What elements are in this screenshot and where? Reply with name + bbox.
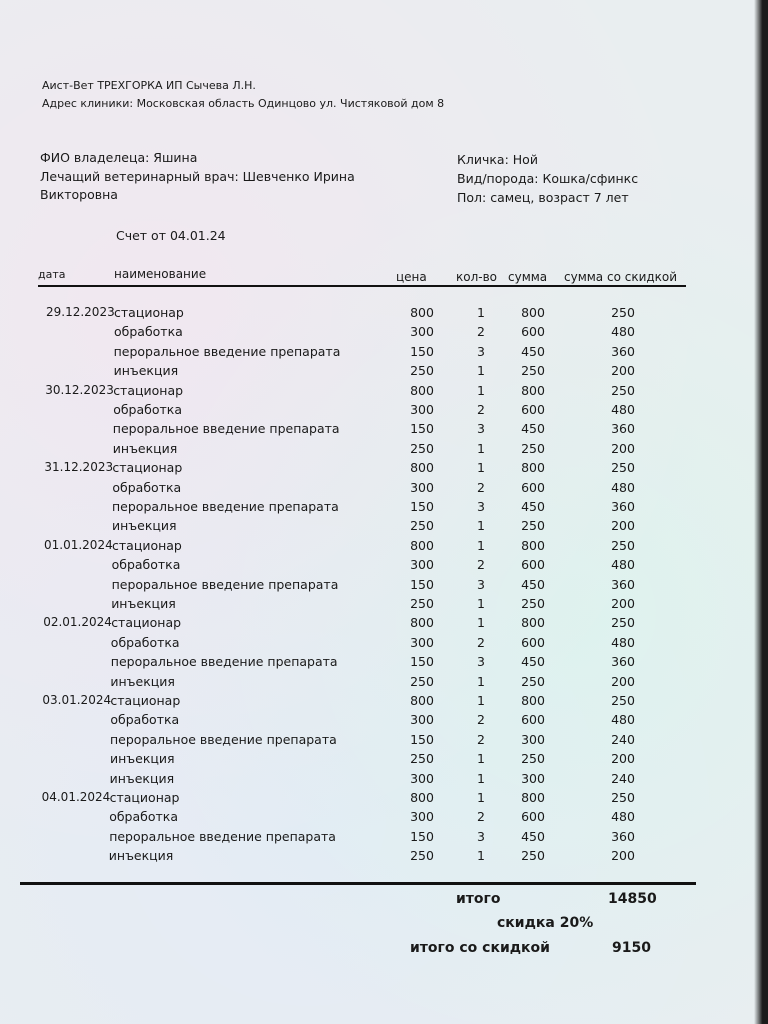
doctor-name-line1: Лечащий ветеринарный врач: Шевченко Ирина	[40, 169, 355, 184]
row-sum: 250	[521, 673, 545, 689]
table-row	[0, 829, 768, 848]
row-price: 800	[410, 790, 434, 805]
row-qty: 1	[477, 848, 485, 864]
row-name: стационар	[113, 382, 184, 398]
row-price: 250	[410, 673, 434, 689]
col-name: наименование	[114, 267, 207, 281]
table-row	[0, 324, 768, 343]
row-sum: 600	[521, 557, 545, 573]
row-discounted: 360	[611, 343, 635, 359]
row-qty: 3	[477, 654, 485, 670]
row-price: 150	[410, 654, 434, 670]
table-row	[0, 674, 768, 693]
col-qty: кол-во	[456, 270, 498, 284]
doctor-name-line2: Викторовна	[40, 187, 118, 202]
row-discounted: 250	[611, 382, 635, 398]
table-row	[0, 790, 768, 809]
row-name: стационар	[114, 305, 184, 320]
pet-sex-age: Пол: самец, возраст 7 лет	[457, 190, 629, 205]
row-sum: 800	[521, 460, 545, 476]
table-row	[0, 577, 768, 596]
row-discounted: 240	[611, 770, 635, 786]
row-name: пероральное введение препарата	[112, 499, 339, 514]
row-qty: 2	[477, 402, 485, 417]
row-name: стационар	[111, 615, 182, 631]
row-sum: 450	[521, 421, 545, 437]
row-name: пероральное введение препарата	[110, 654, 338, 670]
row-discounted: 250	[611, 790, 635, 805]
row-name: обработка	[111, 557, 181, 573]
row-price: 300	[410, 402, 434, 417]
row-price: 150	[410, 828, 434, 844]
row-sum: 600	[521, 712, 545, 728]
discount-label: скидка 20%	[497, 915, 594, 931]
row-name: инъекция	[108, 848, 174, 864]
row-name: обработка	[114, 324, 183, 340]
row-sum: 800	[521, 305, 545, 320]
table-row	[0, 771, 768, 790]
owner-name: ФИО владелеца: Яшина	[40, 150, 198, 165]
table-row	[0, 383, 768, 402]
table-row	[0, 693, 768, 712]
row-name: инъекция	[111, 596, 176, 611]
row-price: 250	[410, 751, 434, 767]
row-date: 31.12.2023	[44, 460, 114, 475]
row-qty: 2	[477, 712, 485, 728]
row-sum: 800	[521, 615, 545, 631]
row-price: 150	[410, 576, 434, 592]
row-sum: 250	[521, 440, 545, 456]
row-date: 29.12.2023	[46, 305, 115, 319]
row-discounted: 250	[611, 615, 635, 631]
row-sum: 450	[521, 576, 545, 592]
row-qty: 3	[477, 343, 485, 359]
row-name: пероральное введение препарата	[113, 343, 341, 359]
clinic-name: Аист-Вет ТРЕХГОРКА ИП Сычева Л.Н.	[42, 79, 256, 92]
row-discounted: 480	[611, 557, 635, 573]
row-name: инъекция	[112, 440, 178, 456]
table-row	[0, 421, 768, 440]
row-price: 800	[410, 693, 434, 708]
row-discounted: 480	[611, 712, 635, 728]
row-sum: 250	[521, 518, 545, 534]
row-qty: 3	[477, 828, 485, 844]
row-price: 300	[410, 324, 434, 340]
row-name: инъекция	[110, 751, 175, 767]
row-qty: 1	[477, 790, 485, 805]
row-name: стационар	[109, 790, 180, 805]
row-name: инъекция	[112, 518, 177, 534]
invoice-title: Счет от 04.01.24	[116, 228, 226, 243]
row-price: 150	[410, 731, 434, 747]
row-sum: 800	[521, 693, 545, 708]
row-name: обработка	[110, 712, 180, 728]
pet-name: Кличка: Ной	[457, 152, 538, 167]
table-row	[0, 848, 768, 867]
row-qty: 1	[477, 460, 485, 476]
row-discounted: 200	[611, 440, 635, 456]
row-discounted: 250	[611, 305, 635, 320]
row-date: 03.01.2024	[42, 693, 112, 707]
screen-edge	[754, 0, 768, 1024]
row-name: обработка	[110, 634, 180, 650]
table-row	[0, 402, 768, 421]
row-name: пероральное введение препарата	[110, 731, 337, 747]
table-row	[0, 480, 768, 499]
row-qty: 1	[477, 518, 485, 534]
table-row	[0, 363, 768, 382]
row-discounted: 480	[611, 402, 635, 417]
table-row	[0, 712, 768, 731]
row-sum: 600	[521, 809, 545, 825]
row-sum: 450	[521, 343, 545, 359]
row-discounted: 360	[611, 421, 635, 437]
row-qty: 2	[477, 634, 485, 650]
row-name: инъекция	[109, 770, 175, 786]
row-sum: 250	[521, 363, 545, 379]
row-discounted: 200	[611, 596, 635, 611]
row-price: 300	[410, 809, 434, 825]
row-name: инъекция	[113, 363, 179, 379]
row-price: 300	[410, 770, 434, 786]
row-discounted: 200	[611, 518, 635, 534]
row-price: 300	[410, 712, 434, 728]
row-price: 150	[410, 343, 434, 359]
row-price: 250	[410, 518, 434, 534]
row-qty: 1	[477, 693, 485, 708]
row-discounted: 480	[611, 324, 635, 340]
row-sum: 600	[521, 402, 545, 417]
row-qty: 1	[477, 440, 485, 456]
row-price: 250	[410, 848, 434, 864]
row-discounted: 480	[611, 479, 635, 495]
row-sum: 450	[521, 828, 545, 844]
row-sum: 600	[521, 324, 545, 340]
row-discounted: 200	[611, 363, 635, 379]
discounted-total-value: 9150	[612, 940, 651, 956]
row-qty: 2	[477, 731, 485, 747]
row-name: обработка	[113, 402, 182, 417]
row-price: 800	[410, 382, 434, 398]
table-row	[0, 460, 768, 479]
row-name: стационар	[112, 537, 182, 553]
table-row	[0, 654, 768, 673]
row-sum: 450	[521, 499, 545, 514]
row-price: 800	[410, 460, 434, 476]
row-sum: 800	[521, 790, 545, 805]
row-sum: 800	[521, 537, 545, 553]
row-discounted: 200	[611, 751, 635, 767]
footer-rule	[20, 882, 696, 885]
row-qty: 3	[477, 576, 485, 592]
row-date: 02.01.2024	[43, 615, 112, 630]
row-price: 800	[410, 615, 434, 631]
row-sum: 300	[521, 731, 545, 747]
row-qty: 2	[477, 809, 485, 825]
header-rule	[38, 285, 686, 287]
row-name: обработка	[112, 479, 182, 495]
col-price: цена	[396, 270, 427, 284]
row-discounted: 360	[611, 499, 635, 514]
table-row	[0, 344, 768, 363]
row-price: 800	[410, 305, 434, 320]
row-sum: 250	[521, 848, 545, 864]
row-discounted: 200	[611, 673, 635, 689]
row-qty: 1	[477, 770, 485, 786]
col-discounted: сумма со скидкой	[564, 270, 678, 284]
row-discounted: 360	[611, 828, 635, 844]
row-discounted: 250	[611, 537, 635, 553]
row-price: 300	[410, 634, 434, 650]
row-discounted: 240	[611, 731, 635, 747]
row-price: 150	[410, 421, 434, 437]
row-qty: 1	[477, 673, 485, 689]
row-qty: 2	[477, 557, 485, 573]
row-price: 300	[410, 479, 434, 495]
table-row	[0, 499, 768, 518]
row-discounted: 480	[611, 634, 635, 650]
row-qty: 1	[477, 615, 485, 631]
table-row	[0, 518, 768, 537]
table-row	[0, 751, 768, 770]
row-price: 250	[410, 440, 434, 456]
row-discounted: 360	[611, 576, 635, 592]
row-sum: 800	[521, 382, 545, 398]
row-qty: 3	[477, 421, 485, 437]
row-date: 04.01.2024	[41, 790, 111, 804]
table-row	[0, 538, 768, 557]
table-row	[0, 615, 768, 634]
row-name: пероральное введение препарата	[111, 576, 339, 592]
table-row	[0, 732, 768, 751]
row-discounted: 480	[611, 809, 635, 825]
row-qty: 2	[477, 324, 485, 340]
col-sum: сумма	[508, 270, 548, 284]
discounted-total-label: итого со скидкой	[410, 940, 550, 956]
row-sum: 250	[521, 751, 545, 767]
row-sum: 250	[521, 596, 545, 611]
row-sum: 300	[521, 770, 545, 786]
pet-breed: Вид/порода: Кошка/сфинкс	[457, 171, 639, 186]
row-price: 250	[410, 596, 434, 611]
row-date: 30.12.2023	[45, 382, 114, 397]
row-sum: 600	[521, 479, 545, 495]
table-row	[0, 596, 768, 615]
row-sum: 450	[521, 654, 545, 670]
row-name: стационар	[110, 693, 181, 708]
row-discounted: 250	[611, 460, 635, 476]
row-sum: 600	[521, 634, 545, 650]
total-value: 14850	[608, 891, 657, 907]
row-name: обработка	[109, 809, 178, 825]
table-row	[0, 441, 768, 460]
row-name: стационар	[112, 460, 183, 476]
row-qty: 1	[477, 305, 485, 320]
row-name: инъекция	[110, 673, 175, 689]
row-price: 250	[410, 363, 434, 379]
row-qty: 1	[477, 596, 485, 611]
row-discounted: 360	[611, 654, 635, 670]
row-name: пероральное введение препарата	[109, 828, 336, 844]
row-discounted: 250	[611, 693, 635, 708]
table-row	[0, 809, 768, 828]
row-qty: 2	[477, 479, 485, 495]
row-qty: 1	[477, 382, 485, 398]
row-price: 150	[410, 499, 434, 514]
row-qty: 3	[477, 499, 485, 514]
row-qty: 1	[477, 751, 485, 767]
row-qty: 1	[477, 537, 485, 553]
row-name: пероральное введение препарата	[112, 421, 340, 437]
total-label: итого	[456, 891, 501, 907]
col-date: дата	[38, 268, 66, 281]
row-date: 01.01.2024	[44, 537, 113, 552]
row-price: 800	[410, 537, 434, 553]
row-qty: 1	[477, 363, 485, 379]
table-row	[0, 305, 768, 324]
clinic-address: Адрес клиники: Московская область Одинцово ул. Чистяковой дом 8	[42, 97, 445, 110]
table-row	[0, 557, 768, 576]
table-row	[0, 635, 768, 654]
row-price: 300	[410, 557, 434, 573]
row-discounted: 200	[611, 848, 635, 864]
